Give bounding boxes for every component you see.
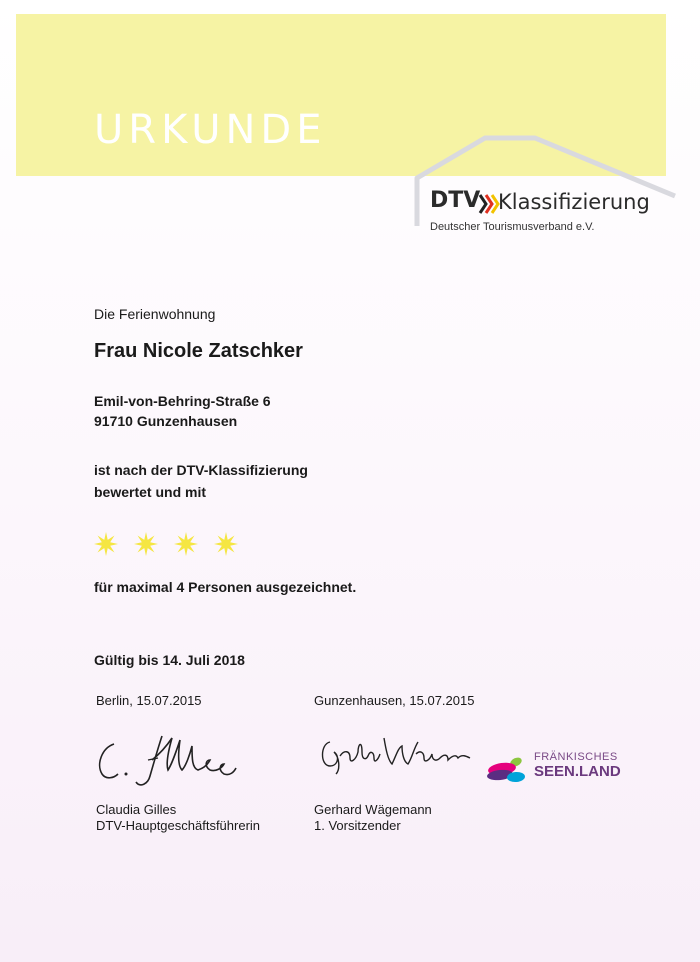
star-icon [134, 532, 158, 556]
dtv-subtitle: Deutscher Tourismusverband e.V. [430, 221, 595, 233]
signatory-2-name: Gerhard Wägemann [314, 802, 432, 817]
signature-1 [92, 730, 252, 790]
region-logo-line-2: SEEN.LAND [534, 763, 621, 780]
leaf-cluster-icon [486, 754, 530, 784]
classification-line-1: ist nach der DTV-Klassifizierung [94, 462, 308, 478]
page-title: URKUNDE [94, 107, 327, 153]
signatory-2-place-date: Gunzenhausen, 15.07.2015 [314, 693, 475, 708]
signatory-1-name: Claudia Gilles [96, 802, 177, 817]
star-icon [214, 532, 238, 556]
signatory-1-role: DTV-Hauptgeschäftsführerin [96, 818, 261, 833]
star-icon [174, 532, 198, 556]
star-icon [94, 532, 118, 556]
classification-line-2: bewertet und mit [94, 484, 207, 500]
signatory-2-role: 1. Vorsitzender [314, 818, 401, 833]
star-rating [94, 530, 254, 558]
dtv-brand: DTV [430, 188, 481, 213]
capacity-text: für maximal 4 Personen ausgezeichnet. [94, 579, 357, 595]
intro-text: Die Ferienwohnung [94, 306, 216, 322]
address-city: 91710 Gunzenhausen [94, 413, 238, 429]
address-street: Emil-von-Behring-Straße 6 [94, 393, 271, 409]
chevrons-icon [478, 192, 500, 216]
region-logo-line-1: FRÄNKISCHES [534, 751, 618, 763]
valid-until: Gültig bis 14. Juli 2018 [94, 652, 245, 668]
dtv-name: Klassifizierung [498, 190, 650, 214]
owner-name: Frau Nicole Zatschker [94, 340, 303, 362]
signatory-1-place-date: Berlin, 15.07.2015 [96, 693, 202, 708]
region-logo [486, 750, 636, 786]
signature-2 [316, 730, 476, 778]
